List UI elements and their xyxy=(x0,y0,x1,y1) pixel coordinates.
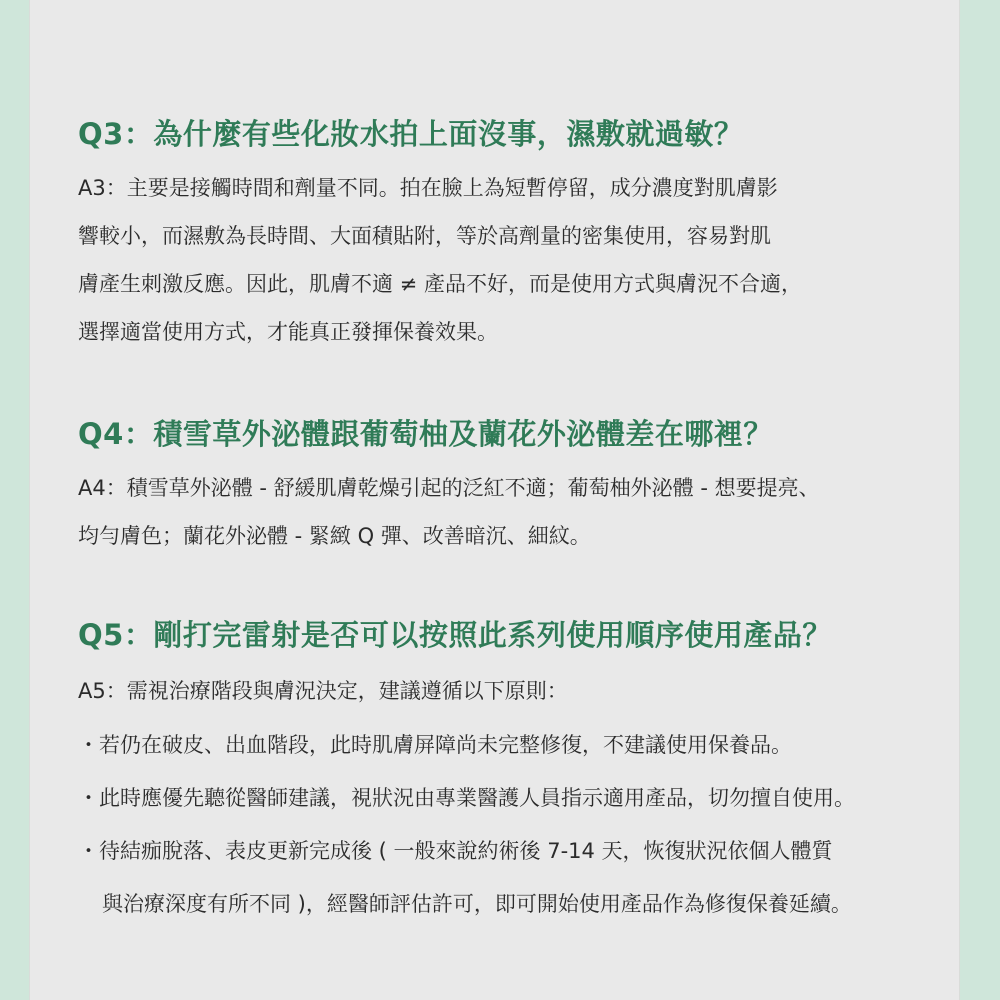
faq-panel xyxy=(30,0,959,1000)
bullet-item: ・此時應優先聽從醫師建議，視狀況由專業醫護人員指示適用產品，切勿擅自使用。 xyxy=(78,786,855,810)
answer-q5 xyxy=(78,667,938,715)
question-q5: Q5：剛打完雷射是否可以按照此系列使用順序使用產品？ xyxy=(78,618,832,652)
answer-q5-bullet-list xyxy=(78,719,938,931)
question-q3: Q3：為什麼有些化妝水拍上面沒事，濕敷就過敏？ xyxy=(78,117,744,151)
answer-q3 xyxy=(78,164,938,356)
answer-line: A5：需視治療階段與膚況決定，建議遵循以下原則： xyxy=(78,679,568,703)
answer-line: 均勻膚色；蘭花外泌體 - 緊緻 Q 彈、改善暗沉、細紋。 xyxy=(78,524,591,548)
bullet-item: ・待結痂脫落、表皮更新完成後 ( 一般來說約術後 7-14 天，恢復狀況依個人體質 xyxy=(78,839,833,863)
answer-line: 膚產生刺激反應。因此，肌膚不適 ≠ 產品不好，而是使用方式與膚況不合適， xyxy=(78,272,802,296)
faq-item-q5 xyxy=(78,615,938,931)
question-q4: Q4：積雪草外泌體跟葡萄柚及蘭花外泌體差在哪裡？ xyxy=(78,417,773,451)
bullet-item: ・若仍在破皮、出血階段，此時肌膚屏障尚未完整修復，不建議使用保養品。 xyxy=(78,733,792,757)
answer-line: A4：積雪草外泌體 - 舒緩肌膚乾燥引起的泛紅不適；葡萄柚外泌體 - 想要提亮、 xyxy=(78,476,820,500)
answer-q4 xyxy=(78,464,938,560)
answer-line: A3：主要是接觸時間和劑量不同。拍在臉上為短暫停留，成分濃度對肌膚影 xyxy=(78,176,778,200)
bullet-item-continuation: 與治療深度有所不同 )，經醫師評估許可，即可開始使用產品作為修復保養延續。 xyxy=(102,892,852,916)
faq-item-q3 xyxy=(78,114,938,356)
answer-line: 選擇適當使用方式，才能真正發揮保養效果。 xyxy=(78,320,498,344)
faq-item-q4 xyxy=(78,414,938,560)
answer-line: 響較小，而濕敷為長時間、大面積貼附，等於高劑量的密集使用，容易對肌 xyxy=(78,224,771,248)
